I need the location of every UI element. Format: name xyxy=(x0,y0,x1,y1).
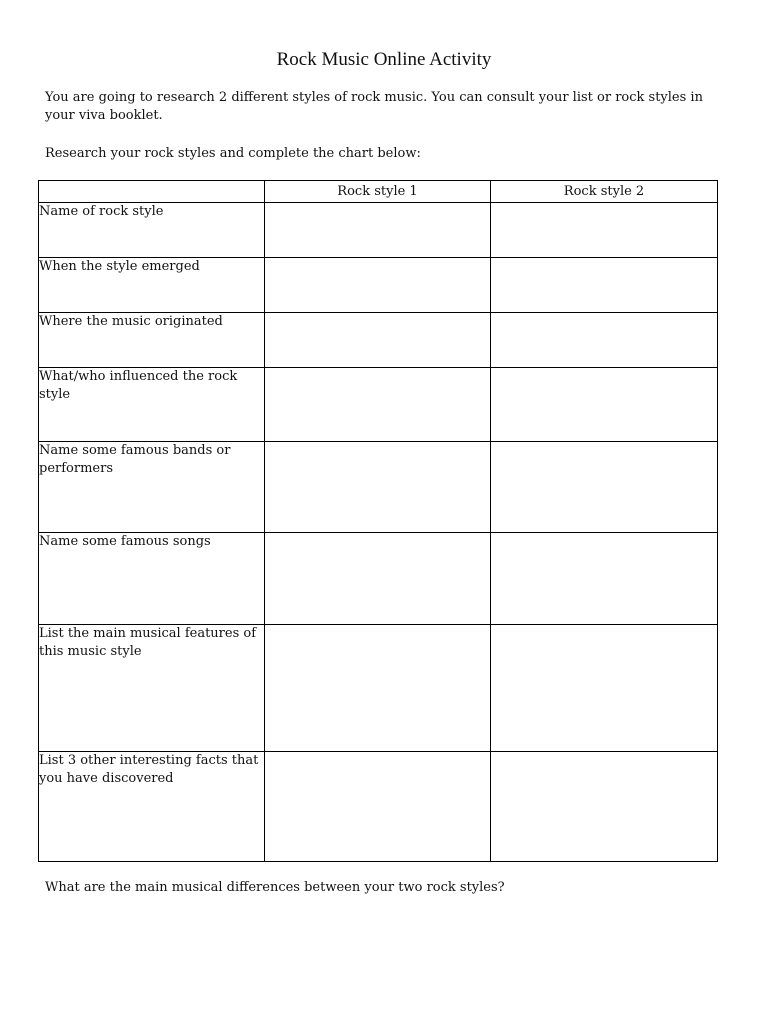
answer-cell-style-2[interactable] xyxy=(491,313,718,368)
table-row xyxy=(39,625,718,752)
answer-cell-style-2[interactable] xyxy=(491,625,718,752)
answer-cell-style-1[interactable] xyxy=(265,533,491,625)
table-row xyxy=(39,752,718,862)
table-row xyxy=(39,203,718,258)
answer-cell-style-2[interactable] xyxy=(491,368,718,442)
table-row xyxy=(39,442,718,533)
header-cell-rock-style-2: Rock style 2 xyxy=(491,181,718,203)
research-chart xyxy=(38,180,718,862)
answer-cell-style-1[interactable] xyxy=(265,203,491,258)
table-row xyxy=(39,533,718,625)
row-label-originated: Where the music originated xyxy=(39,313,265,368)
row-label-name: Name of rock style xyxy=(39,203,265,258)
header-cell-blank xyxy=(39,181,265,203)
answer-cell-style-1[interactable] xyxy=(265,368,491,442)
row-label-features: List the main musical features of this music style xyxy=(39,625,265,752)
table-header-row xyxy=(39,181,718,203)
answer-cell-style-1[interactable] xyxy=(265,313,491,368)
row-label-emerged: When the style emerged xyxy=(39,258,265,313)
answer-cell-style-2[interactable] xyxy=(491,442,718,533)
instruction-paragraph: Research your rock styles and complete the chart below: xyxy=(45,146,421,161)
table-row xyxy=(39,368,718,442)
intro-paragraph: You are going to research 2 different styles of rock music. You can consult your list or rock styles in your viva booklet. xyxy=(45,90,703,123)
row-label-songs: Name some famous songs xyxy=(39,533,265,625)
page-title: Rock Music Online Activity xyxy=(276,49,492,70)
table-row xyxy=(39,258,718,313)
answer-cell-style-1[interactable] xyxy=(265,625,491,752)
answer-cell-style-1[interactable] xyxy=(265,752,491,862)
header-cell-rock-style-1: Rock style 1 xyxy=(265,181,491,203)
answer-cell-style-2[interactable] xyxy=(491,533,718,625)
answer-cell-style-2[interactable] xyxy=(491,752,718,862)
row-label-bands: Name some famous bands or performers xyxy=(39,442,265,533)
closing-question: What are the main musical differences between your two rock styles? xyxy=(45,880,505,895)
row-label-facts: List 3 other interesting facts that you have discovered xyxy=(39,752,265,862)
answer-cell-style-1[interactable] xyxy=(265,258,491,313)
answer-cell-style-2[interactable] xyxy=(491,203,718,258)
row-label-influenced: What/who influenced the rock style xyxy=(39,368,265,442)
answer-cell-style-1[interactable] xyxy=(265,442,491,533)
table-row xyxy=(39,313,718,368)
answer-cell-style-2[interactable] xyxy=(491,258,718,313)
